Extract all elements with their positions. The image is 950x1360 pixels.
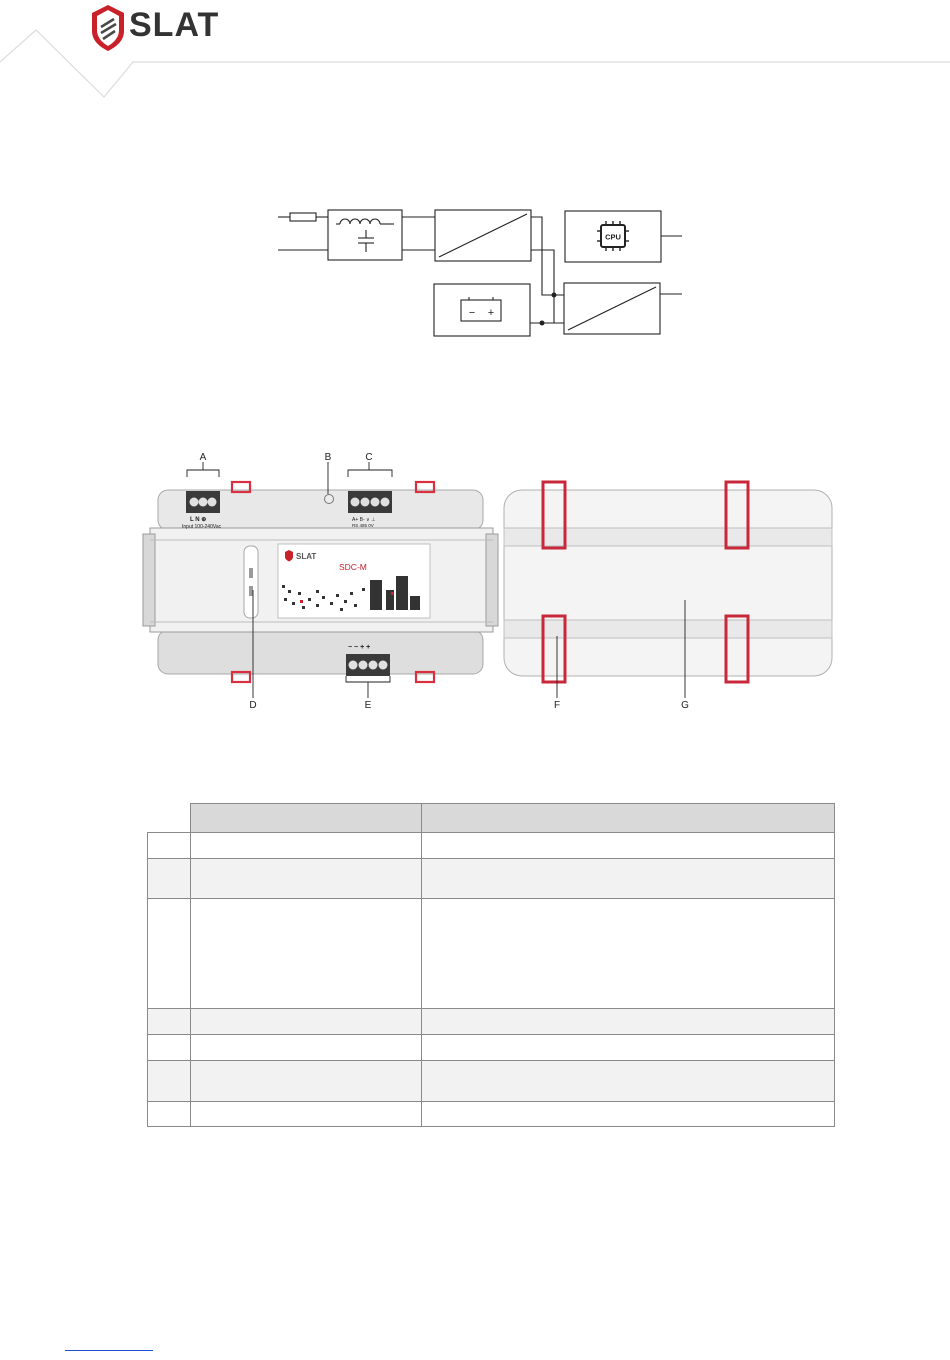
table-cell [421,1102,834,1127]
terminal-c-pin-labels: A+ B- ∨ ⊥ [352,517,376,523]
battery-minus-label: − [468,307,476,319]
table-cell [190,859,421,899]
table-cell [148,899,191,1009]
table-cell [148,833,191,859]
table-cell [190,833,421,859]
table-row [148,899,835,1009]
table-cell [190,899,421,1009]
table-cell [148,859,191,899]
block-diagram [270,200,690,345]
brand-logo-text: SLAT [129,6,220,44]
component-table [147,803,835,1127]
table-cell [421,1035,834,1061]
table-header-row [148,804,835,833]
table-cell [190,1061,421,1102]
slat-logo-icon [92,5,124,51]
table-row [148,859,835,899]
table-row [148,1035,835,1061]
table-cell [421,1061,834,1102]
table-row [148,1061,835,1102]
cpu-label: CPU [605,232,621,242]
table-cell [421,859,834,899]
callout-e: E [364,700,372,711]
terminal-a-caption: Input 100-240Vac [182,524,222,530]
sdc-model-label: SDC-M [339,562,367,572]
table-header-cell [190,804,421,833]
terminal-block-a [186,491,220,513]
table-row [148,833,835,859]
table-cell [148,1061,191,1102]
table-header-cell [421,804,834,833]
table-cell [421,833,834,859]
callout-c: C [365,452,373,463]
table-cell [190,1102,421,1127]
table-row [148,1009,835,1035]
emi-filter-block [328,210,402,260]
table-cell [421,899,834,1009]
terminal-block-c [348,491,392,513]
table-row [148,1102,835,1127]
table-cell [148,1102,191,1127]
callout-g: G [681,700,689,711]
table-cell [148,1035,191,1061]
table-header-cell [148,804,191,833]
device-front-rear-views [140,440,840,720]
table-cell [190,1035,421,1061]
callout-d: D [249,700,257,711]
terminal-a-pin-labels: L N ⊕ [190,517,207,523]
terminal-e-pin-labels: − − + + [348,644,371,651]
device-front-view [143,482,498,682]
battery-plus-label: + [487,307,495,319]
table-cell [421,1009,834,1035]
fuse-symbol [290,213,316,221]
table-cell [190,1009,421,1035]
callout-f: F [553,700,561,711]
callout-a: A [199,452,207,463]
device-rear-view [504,482,832,682]
battery-symbol [461,300,501,321]
table-cell [148,1009,191,1035]
terminal-c-caption: RS 485 0V [352,523,374,528]
battery-block [434,284,530,336]
inductor-symbol [340,219,380,224]
callout-b: B [324,452,332,463]
front-logo-text: SLAT [296,552,317,561]
terminal-block-e [346,654,390,676]
status-led-window [244,546,258,618]
footer-link-underline[interactable] [65,1350,153,1351]
reset-button-b [325,495,334,504]
